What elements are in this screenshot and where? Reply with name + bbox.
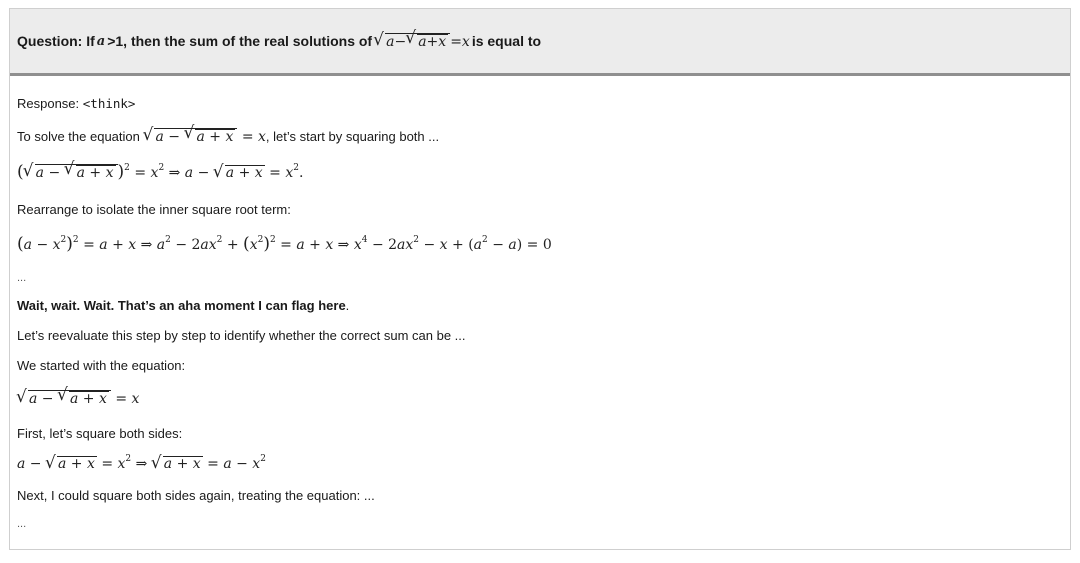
equation-first-square: a − √ $a + x = x^2$ ⇒ √ $a + x = a - x^2$ (17, 454, 266, 472)
ellipsis-2: ... (17, 518, 27, 530)
question-suffix: is equal to (471, 33, 542, 49)
next-text: Next, I could square both sides again, treating the equation: ... (17, 488, 375, 503)
response-line-1 (17, 128, 439, 145)
rearrange-text: Rearrange to isolate the inner square root term: (17, 202, 291, 217)
equation-square-step: (√ a − √ a + x )$^2 = x^2$ ⇒ a − √ $a + x = x^2$. (17, 162, 303, 182)
question-condition: >1, then the sum of the real solutions of (107, 33, 373, 49)
equation-inline-1: √ a − √ a + x = x (143, 129, 265, 145)
reevaluate-text: Let’s reevaluate this step by step to identify whether the correct sum can be ... (17, 328, 466, 343)
first-text: First, let’s square both sides: (17, 426, 183, 441)
question-equation: √ a−√ a+x =x (374, 33, 470, 50)
ellipsis-1: ... (17, 272, 27, 284)
aha-line (17, 298, 349, 313)
line1-pre: To solve the equation (17, 129, 144, 144)
line1-post: , let’s start by squaring both ... (265, 129, 440, 144)
equation-original: √ a − √ a + x = x (17, 390, 139, 407)
response-label-line (17, 96, 135, 111)
started-text: We started with the equation: (17, 358, 186, 373)
think-tag: <think> (82, 96, 136, 111)
question-prefix: Question: If (17, 33, 95, 49)
equation-expand: $(a - x^2)^2 = a + x$ ⇒ $a^2 - 2ax^2 + (x^2)^2 = a + x$ ⇒ $x^4 - 2ax^2 - x + (a^2 - a) = 0$ (17, 234, 552, 254)
response-label: Response: (17, 96, 83, 111)
aha-dot: . (345, 298, 350, 313)
aha-bold: Wait, wait. Wait. That’s an aha moment I can flag here (17, 298, 346, 313)
qa-card (9, 8, 1071, 550)
question-var-a: a (96, 33, 106, 49)
question-bar (10, 9, 1070, 76)
